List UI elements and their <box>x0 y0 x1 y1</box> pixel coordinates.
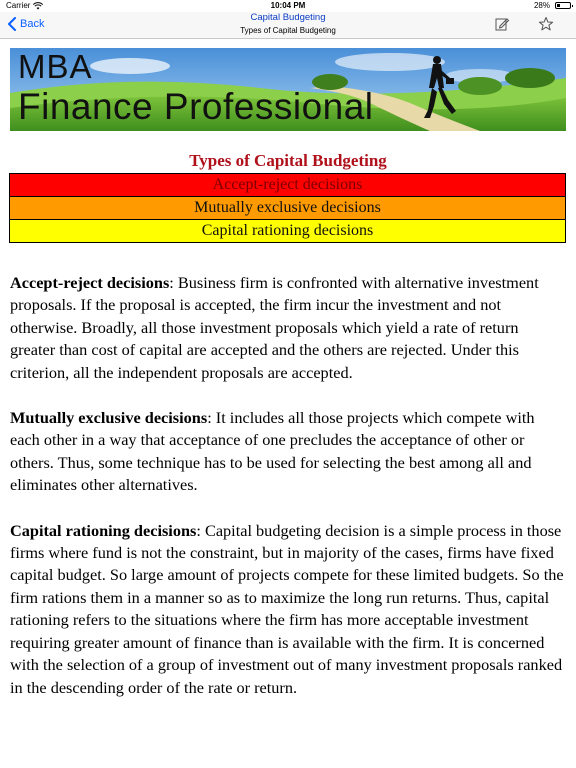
navigation-bar <box>0 12 576 39</box>
section-body: : Business firm is confronted with alternative investment proposals. If the proposal is accepted, the firm incur the investment and not otherwise. Broadly, all those investment proposals which yield a rate of return greater than cost of capital are accepted and the others are rejected. Under this criterion, all the independent proposals are accepted. <box>10 273 539 382</box>
types-table <box>9 173 566 243</box>
section-heading: Mutually exclusive decisions <box>10 408 208 428</box>
banner-line2: Finance Professional <box>18 86 374 127</box>
star-icon[interactable] <box>538 16 554 32</box>
section-body: : Capital budgeting decision is a simple process in those firms where fund is not the constraint, but in majority of the cases, firms have fixed capital budget. So large amount of projects compete for these limited budgets. So the firm rations them in a manner so as to maximize the long run returns. Thus, capital rationing refers to the situations where the firm has more acceptable investment requiring greater amount of finance than is available with the firm. It is concerned with the selection of a group of investment out of many investment proposals ranked in the descending order of the rate or return. <box>10 520 564 697</box>
status-bar <box>0 0 576 12</box>
table-row <box>10 174 566 197</box>
section-heading: Capital rationing decisions <box>10 520 197 540</box>
section-capital-rationing <box>10 520 566 699</box>
type-cell-mutually-exclusive: Mutually exclusive decisions <box>10 197 566 220</box>
nav-title: Capital Budgeting <box>250 12 326 23</box>
type-cell-capital-rationing: Capital rationing decisions <box>10 220 566 243</box>
carrier-label: Carrier <box>6 1 31 10</box>
clock: 10:04 PM <box>270 1 306 10</box>
banner-line1: MBA <box>18 48 93 85</box>
battery-icon <box>555 2 571 9</box>
table-row <box>10 197 566 220</box>
compose-icon[interactable] <box>494 16 510 32</box>
types-title: Types of Capital Budgeting <box>189 151 387 170</box>
article-content <box>10 272 566 722</box>
section-heading: Accept-reject decisions <box>10 273 170 292</box>
banner-image <box>10 48 566 131</box>
section-mutually-exclusive <box>10 407 566 497</box>
section-accept-reject <box>10 272 566 384</box>
battery-percent: 28% <box>533 1 550 10</box>
nav-subtitle: Types of Capital Budgeting <box>240 26 336 35</box>
table-row <box>10 220 566 243</box>
back-label: Back <box>20 18 45 30</box>
section-body: : It includes all those projects which compete with each other in a way that acceptance of one precludes the acceptance of other or others. Thus, some technique has to be used for selecting the best among all and eliminates other alternatives. <box>10 408 535 495</box>
type-cell-accept-reject: Accept-reject decisions <box>10 174 566 197</box>
